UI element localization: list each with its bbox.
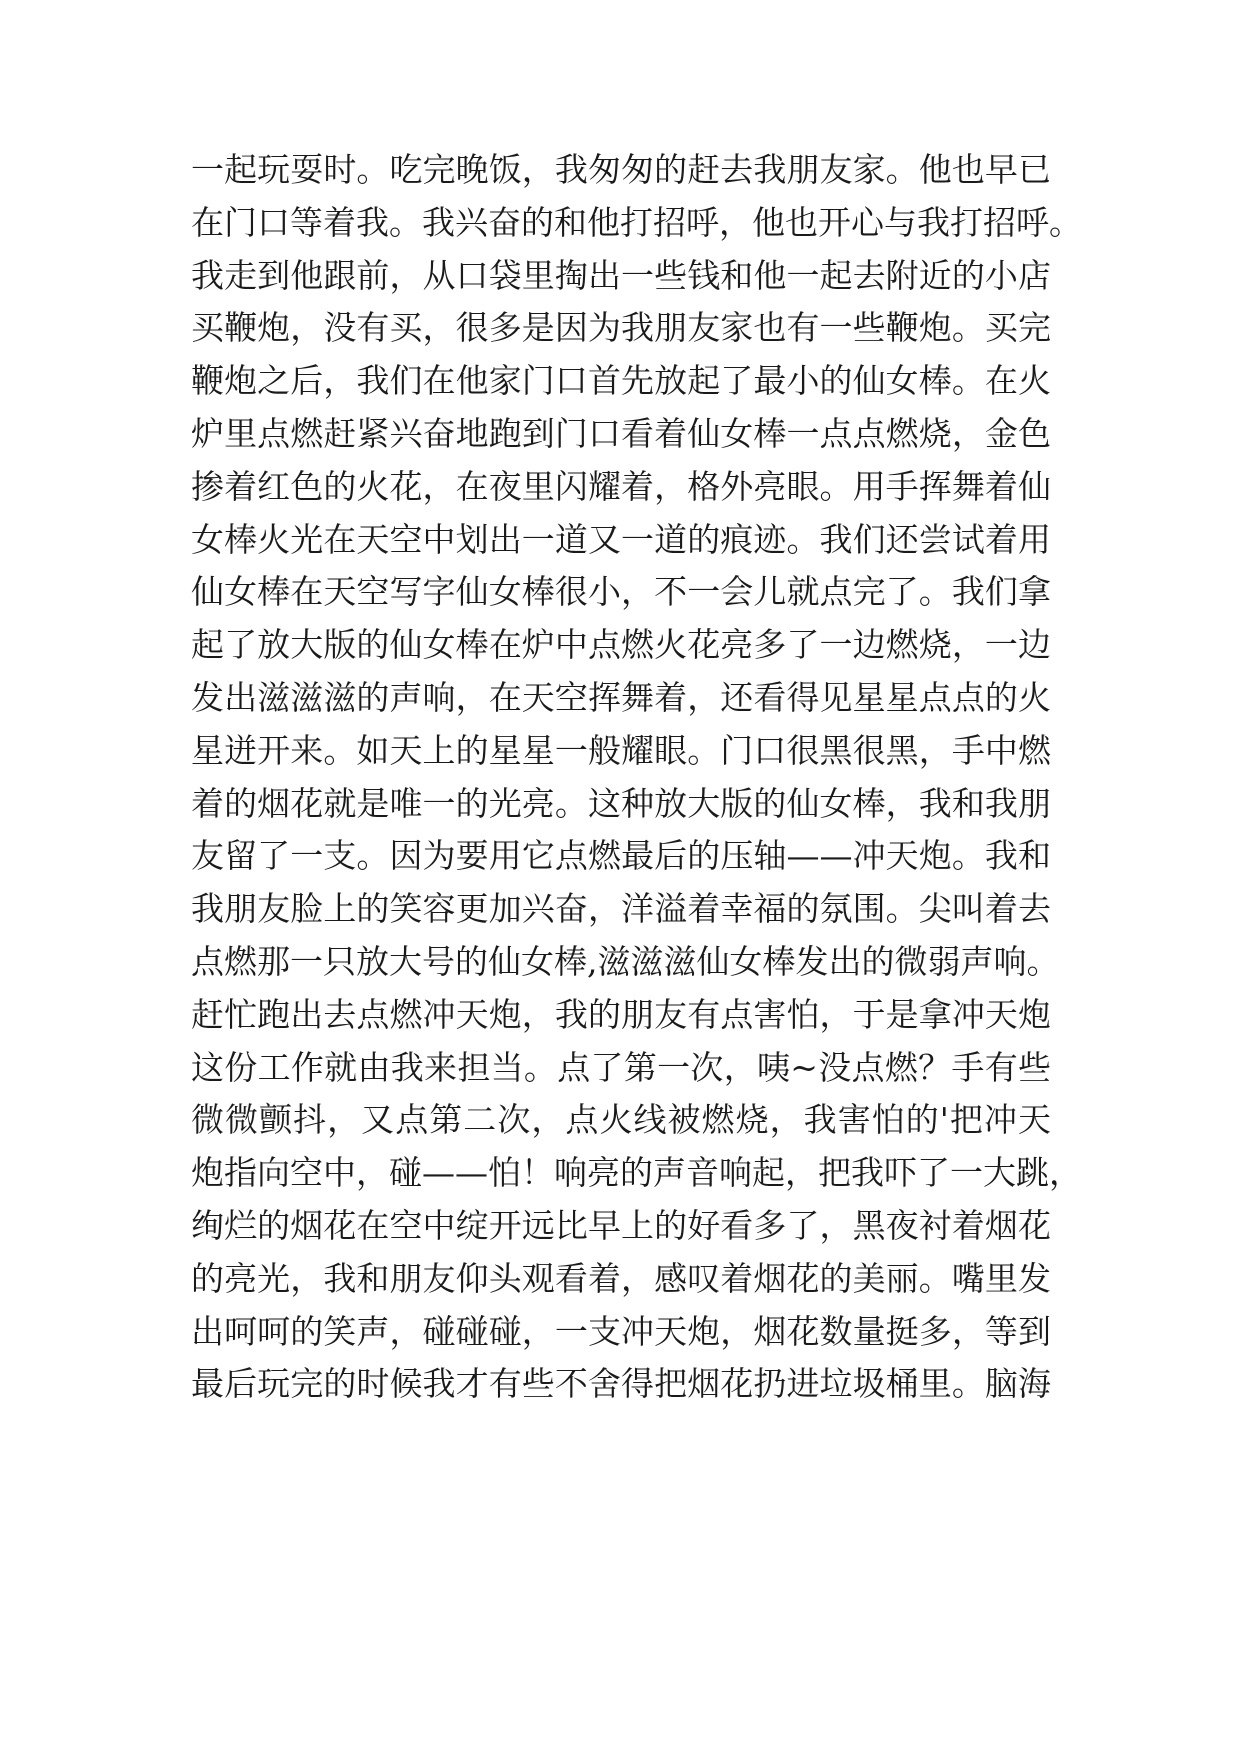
body-text [191,144,1082,1411]
text-line-15: 我朋友脸上的笑容更加兴奋，洋溢着幸福的氛围。尖叫着去 [191,889,1051,929]
text-line-16: 点燃那一只放大号的仙女棒,滋滋滋仙女棒发出的微弱声响。 [191,941,1060,981]
text-line-4: 买鞭炮，没有买，很多是因为我朋友家也有一些鞭炮。买完 [191,308,1051,348]
text-line-8: 女棒火光在天空中划出一道又一道的痕迹。我们还尝试着用 [191,519,1051,559]
text-line-23: 出呵呵的笑声，碰碰碰，一支冲天炮，烟花数量挺多，等到 [191,1311,1051,1351]
text-line-17: 赶忙跑出去点燃冲天炮，我的朋友有点害怕，于是拿冲天炮 [191,994,1051,1034]
text-line-1: 一起玩耍时。吃完晚饭，我匆匆的赶去我朋友家。他也早已 [191,150,1051,189]
text-line-18: 这份工作就由我来担当。点了第一次，咦~没点燃？手有些 [191,1047,1051,1087]
text-line-7: 掺着红色的火花，在夜里闪耀着，格外亮眼。用手挥舞着仙 [191,466,1051,506]
text-line-20: 炮指向空中，碰——怕！响亮的声音响起，把我吓了一大跳， [191,1153,1082,1193]
text-line-11: 发出滋滋滋的声响，在天空挥舞着，还看得见星星点点的火 [191,677,1051,717]
text-line-14: 友留了一支。因为要用它点燃最后的压轴——冲天炮。我和 [191,836,1051,876]
text-line-12: 星迸开来。如天上的星星一般耀眼。门口很黑很黑，手中燃 [191,730,1051,770]
text-line-13: 着的烟花就是唯一的光亮。这种放大版的仙女棒，我和我朋 [191,783,1051,823]
text-line-19: 微微颤抖，又点第二次，点火线被燃烧，我害怕的'把冲天 [191,1100,1051,1140]
text-line-3: 我走到他跟前，从口袋里掏出一些钱和他一起去附近的小店 [191,255,1051,295]
text-line-6: 炉里点燃赶紧兴奋地跑到门口看着仙女棒一点点燃烧，金色 [191,413,1051,453]
text-line-24: 最后玩完的时候我才有些不舍得把烟花扔进垃圾桶里。脑海 [191,1364,1051,1404]
text-line-9: 仙女棒在天空写字仙女棒很小，不一会儿就点完了。我们拿 [191,572,1051,612]
text-line-21: 绚烂的烟花在空中绽开远比早上的好看多了，黑夜衬着烟花 [191,1205,1051,1245]
text-line-2: 在门口等着我。我兴奋的和他打招呼，他也开心与我打招呼。 [191,202,1082,242]
text-line-5: 鞭炮之后，我们在他家门口首先放起了最小的仙女棒。在火 [191,361,1051,401]
text-line-22: 的亮光，我和朋友仰头观看着，感叹着烟花的美丽。嘴里发 [191,1258,1051,1298]
text-line-10: 起了放大版的仙女棒在炉中点燃火花亮多了一边燃烧，一边 [191,625,1051,665]
